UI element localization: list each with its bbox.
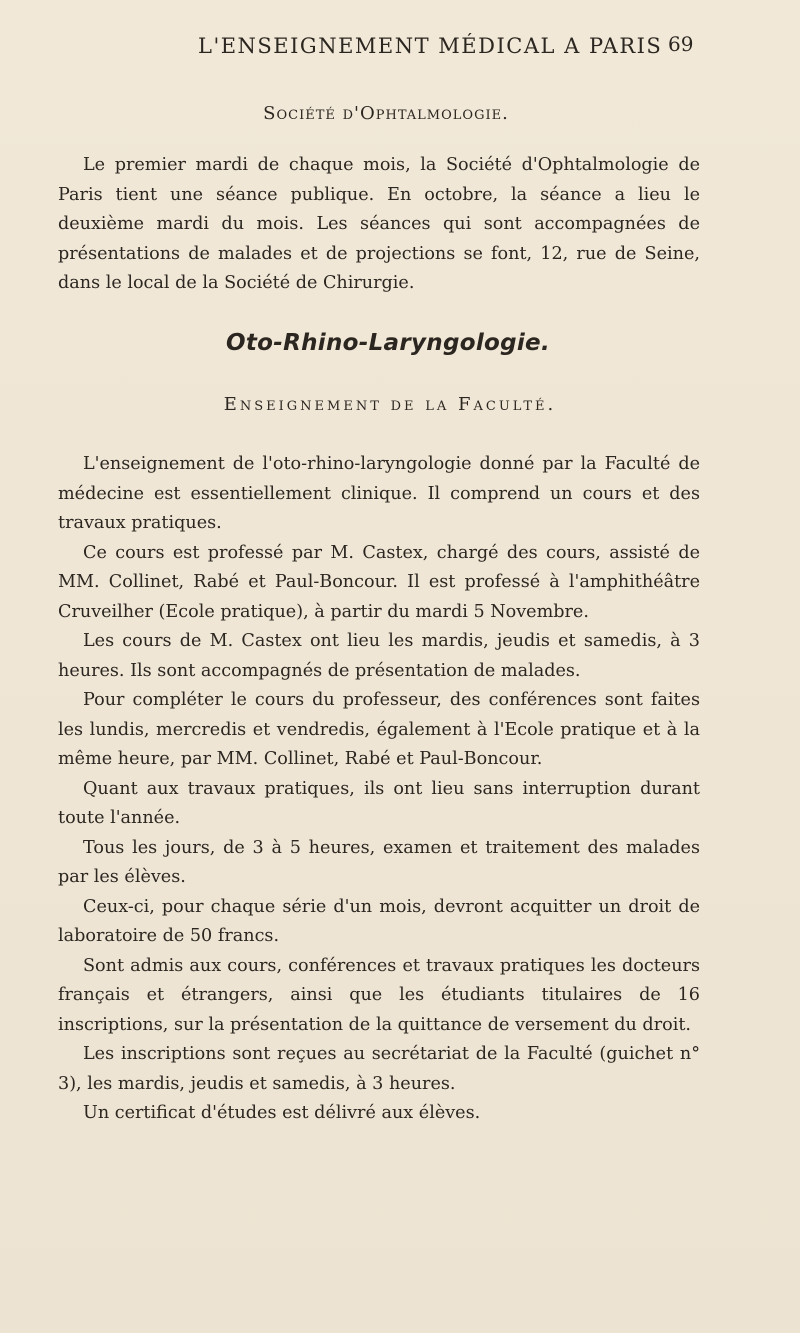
page-number: 69	[668, 32, 694, 56]
paragraph: Les cours de M. Castex ont lieu les mardis, jeudis et samedis, à 3 heures. Ils sont accompagnés de présentation de malades.	[58, 631, 700, 681]
paragraph: Quant aux travaux pratiques, ils ont lieu sans interruption durant toute l'année.	[58, 778, 700, 828]
running-title: L'ENSEIGNEMENT MÉDICAL A PARIS	[198, 34, 663, 58]
paragraph: Les inscriptions sont reçues au secrétariat de la Faculté (guichet n° 3), les mardis, jeudis et samedis, à 3 heures.	[58, 1044, 700, 1094]
paragraph: Pour compléter le cours du professeur, des conférences sont faites les lundis, mercredis et vendredis, également à l'Ecole pratique et à la même heure, par MM. Collinet, Rabé et Paul-Boncour.	[58, 690, 700, 769]
oto-rhino-laryngologie-text	[58, 450, 700, 1129]
paragraph: Ce cours est professé par M. Castex, chargé des cours, assisté de MM. Collinet, Rabé et Paul-Boncour. Il est professé à l'amphithéâtre Cruveilher (Ecole pratique), à partir du mardi 5 Novembre.	[58, 542, 700, 622]
paragraph: Le premier mardi de chaque mois, la Société d'Ophtalmologie de Paris tient une séance publique. En octobre, la séance a lieu le deuxième mardi du mois. Les séances qui sont accompagnées de présentations de malades et de projections se font, 12, rue de Seine, dans le local de la Société de Chirurgie.	[58, 155, 700, 293]
running-header	[0, 26, 800, 66]
paragraph: Sont admis aux cours, conférences et travaux pratiques les docteurs français et étrangers, ainsi que les étudiants titulaires de 16 inscriptions, sur la présentation de la quittance de versement du droit.	[58, 955, 700, 1035]
paragraph: Un certificat d'études est délivré aux élèves.	[83, 1103, 481, 1123]
section-heading-ophtalmologie: Société d'Ophtalmologie.	[263, 103, 509, 124]
paragraph: L'enseignement de l'oto-rhino-laryngologie donné par la Faculté de médecine est essentiellement clinique. Il comprend un cours et des travaux pratiques.	[58, 454, 700, 533]
paragraph: Tous les jours, de 3 à 5 heures, examen et traitement des malades par les élèves.	[58, 837, 700, 887]
subheading-enseignement-faculte: Enseignement de la Faculté.	[223, 394, 557, 415]
section-title-oto-rhino-laryngologie: Oto-Rhino-Laryngologie.	[225, 330, 550, 356]
ophtalmologie-text	[58, 151, 700, 299]
paragraph: Ceux-ci, pour chaque série d'un mois, devront acquitter un droit de laboratoire de 50 francs.	[58, 896, 700, 946]
